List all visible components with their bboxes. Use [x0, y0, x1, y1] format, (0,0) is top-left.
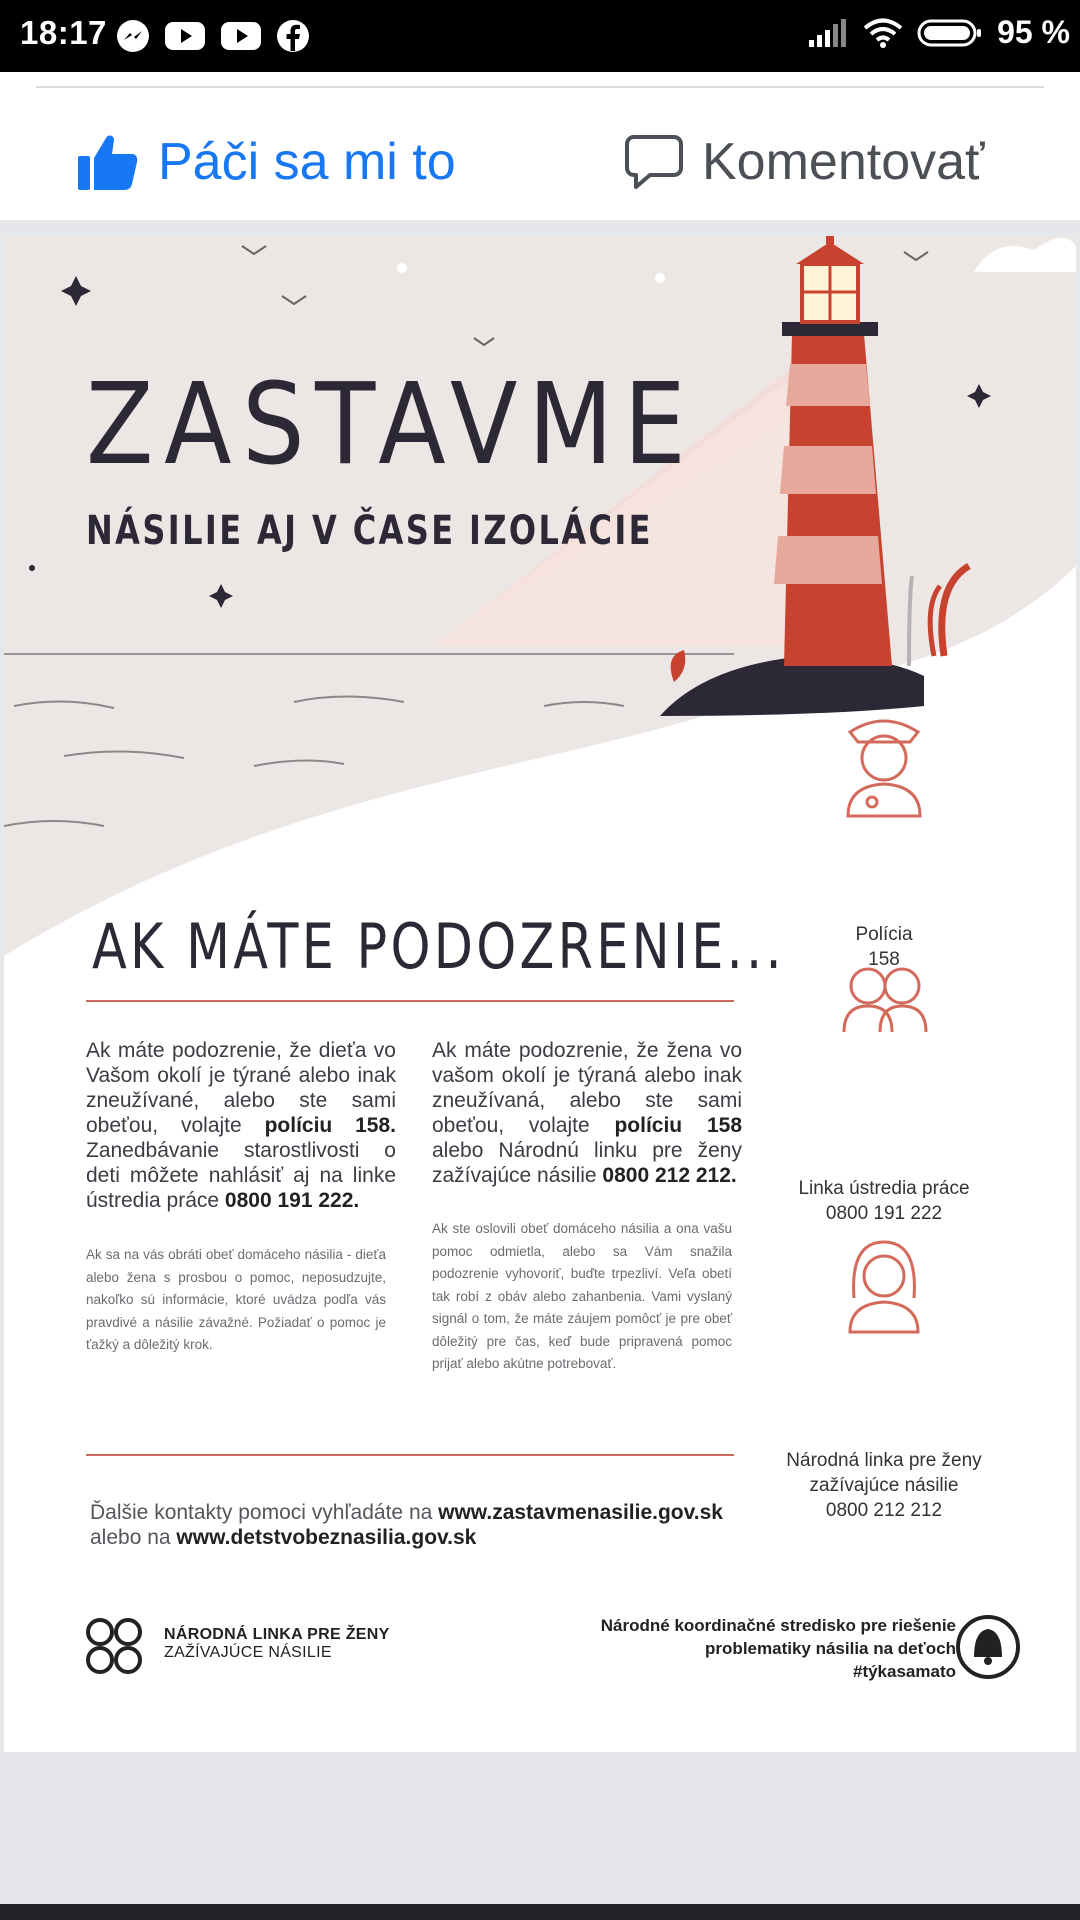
comment-label: Komentovať [702, 133, 985, 191]
col1-paragraph-main: Ak máte podozrenie, že dieťa vo Vašom okolí je týrané alebo inak zneužívané, alebo ste sami obeťou, volajte políciu 158. Zanedbávanie starostlivosti o deti môžete nahlásiť aj na linke ústredia práce 0800 191 222. [86, 1039, 396, 1212]
wifi-icon [863, 17, 903, 49]
women-line-label: Národná linka pre ženy zažívajúce násilie 0800 212 212 [786, 1450, 982, 1521]
feed-background [0, 1752, 1080, 1902]
status-time: 18:17 [20, 14, 107, 51]
facebook-icon [276, 19, 310, 53]
post-action-bar [0, 72, 1080, 220]
messenger-icon [116, 19, 150, 53]
poster-subtitle: NÁSILIE AJ V ČASE IZOLÁCIE [86, 508, 653, 554]
battery-icon [917, 18, 983, 48]
system-nav-bar [0, 1904, 1080, 1920]
like-label: Páči sa mi to [158, 133, 456, 191]
status-right [807, 14, 1070, 51]
col1-paragraph-small: Ak sa na vás obráti obeť domáceho násilia - dieťa alebo žena s prosbou o pomoc, neposudzujte, nakoľko sú informácie, ktoré uvádza podľa vás pravdivé a násilie závažné. Požiadať o pomoc je ťažký a dôležitý krok. [86, 1247, 386, 1352]
comment-button[interactable] [624, 122, 985, 202]
like-button[interactable] [76, 122, 456, 202]
poster-heading: AK MÁTE PODOZRENIE... [92, 910, 785, 983]
thumbs-up-icon [76, 132, 140, 192]
battery-percent: 95 % [997, 14, 1070, 50]
coordination-center-text: Národné koordinačné stredisko pre riešenie problematiky násilia na deťoch #týkasamato [600, 1616, 956, 1681]
youtube-icon [164, 20, 206, 52]
police-label: Polícia 158 [855, 924, 913, 970]
youtube-icon [220, 20, 262, 52]
labor-line-label: Linka ústredia práce 0800 191 222 [798, 1178, 970, 1224]
status-bar [0, 0, 1080, 72]
post-image[interactable] [4, 236, 1076, 1752]
notification-icons [116, 16, 310, 56]
poster-title: ZASTAVME [86, 360, 697, 490]
action-divider [36, 86, 1044, 88]
comment-icon [624, 133, 684, 191]
col2-paragraph-small: Ak ste oslovili obeť domáceho násilia a ona vašu pomoc odmietla, alebo sa Vám snažila podozrenie vyhovoriť, buďte trpezliví. Veľa obetí tak robí z obáv alebo zahanbenia. Vami vyslaný signál o tom, že máte záujem pomôcť je pre obeť dôležitý pre čas, keď bude pripravená pomoc prijať alebo akútne potrebovať. [432, 1221, 732, 1371]
col2-paragraph-main: Ak máte podozrenie, že žena vo vašom okolí je týraná alebo inak zneužívaná, alebo ste sami obeťou, volajte políciu 158 alebo Národnú linku pre ženy zažívajúce násilie 0800 212 212. [432, 1039, 742, 1187]
contacts-text: Ďalšie kontakty pomoci vyhľadáte na www.zastavmenasilie.gov.sk alebo na www.detstvobeznasilia.gov.sk [90, 1501, 723, 1549]
signal-icon [807, 18, 849, 48]
women-line-logo-text: NÁRODNÁ LINKA PRE ŽENY ZAŽÍVAJÚCE NÁSILIE [164, 1626, 390, 1661]
